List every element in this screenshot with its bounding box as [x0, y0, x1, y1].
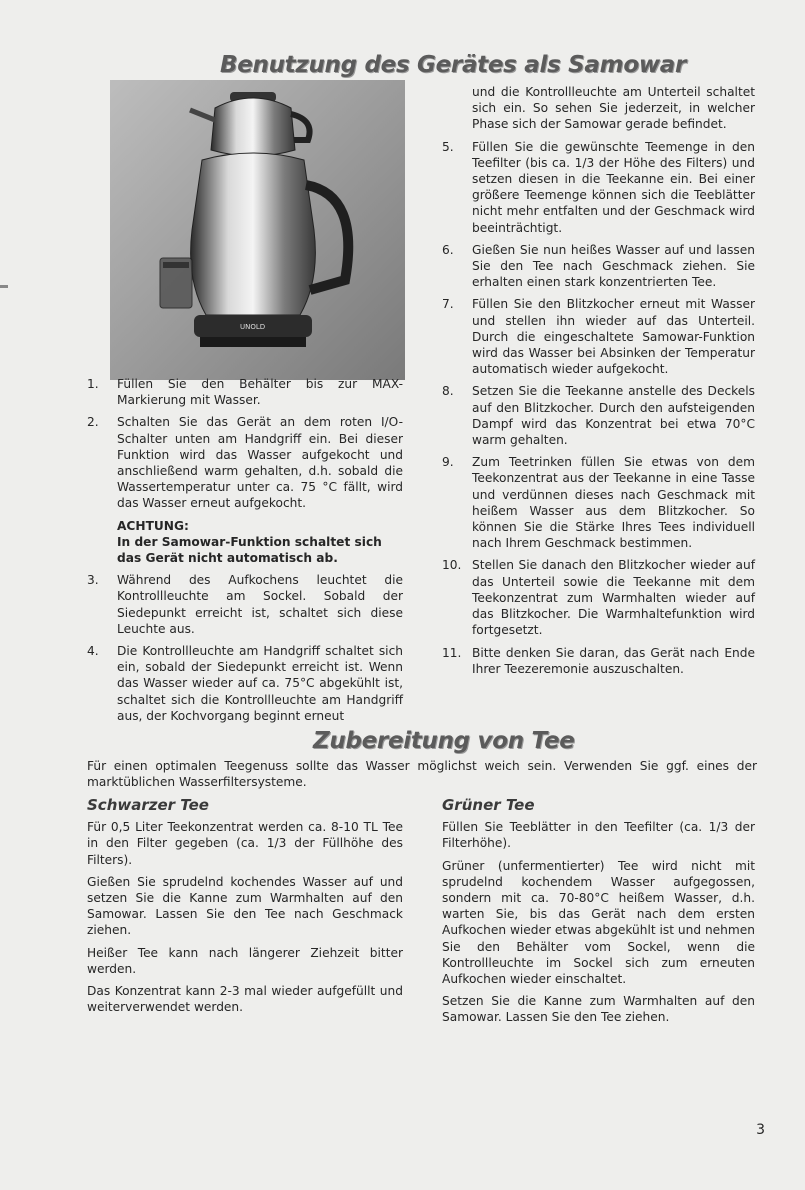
step-7: 7. Füllen Sie den Blitzkocher erneut mit Wasser und stellen ihn wieder auf das Unterteil. Durch die eingeschaltete Samowar-Funktion wird das Wasser bei Absinken der Temperatur automatisch wieder aufgekocht. [442, 297, 755, 377]
warning-label: ACHTUNG: [117, 518, 189, 533]
step-2: 2. Schalten Sie das Gerät an dem roten I/O-Schalter unten am Handgriff ein. Bei dieser Funktion wird das Wasser aufgekocht und anschließend warm gehalten, d.h. sobald die Wassertemperatur unter ca. 75 °C fällt, wird das Wasser erneut aufgekocht. [87, 415, 403, 511]
brand-logo: UNOLD [240, 323, 266, 331]
samowar-steps-right [442, 84, 755, 683]
step-1: 1. Füllen Sie den Behälter bis zur MAX-Markierung mit Wasser. [87, 377, 403, 408]
green-tea-section [442, 797, 755, 1032]
tea-intro: Für einen optimalen Teegenuss sollte das Wasser möglichst weich sein. Verwenden Sie ggf. eines der marktüblichen Wasserfiltersysteme. [87, 759, 757, 790]
section-heading-samowar: Benutzung des Gerätes als Samowar [220, 52, 687, 78]
green-tea-paragraph: Setzen Sie die Kanne zum Warmhalten auf den Samowar. Lassen Sie den Tee ziehen. [442, 994, 755, 1025]
samowar-photo [110, 80, 405, 380]
black-tea-paragraph: Gießen Sie sprudelnd kochendes Wasser auf und setzen Sie die Kanne zum Warmhalten auf den Samowar. Lassen Sie den Tee nach Geschmack ziehen. [87, 874, 403, 938]
step-9: 9. Zum Teetrinken füllen Sie etwas von dem Teekonzentrat aus der Teekanne in eine Tasse und verdünnen dieses nach Geschmack mit heißem Wasser aus dem Blitzkocher. So können Sie die Stärke Ihres Tees individuell nach Ihrem Geschmack bestimmen. [442, 455, 755, 551]
samowar-illustration [110, 80, 405, 380]
black-tea-title: Schwarzer Tee [87, 796, 209, 814]
step-5: 5. Füllen Sie die gewünschte Teemenge in den Teefilter (bis ca. 1/3 der Höhe des Filters) und setzen diesen in die Teekanne ein. Bei einer größere Teemenge können sich die Teeblätter nicht mehr entfalten und der Geschmack wird beeinträchtigt. [442, 139, 755, 235]
black-tea-paragraph: Das Konzentrat kann 2-3 mal wieder aufgefüllt und weiterverwendet werden. [87, 984, 403, 1015]
green-tea-paragraph: Grüner (unfermentierter) Tee wird nicht mit sprudelnd kochendem Wasser aufgegossen, sondern mit ca. 70-80°C heißem Wasser, d.h. warten Sie, bis das Gerät nach dem ersten Aufkochen wieder etwas abgekühlt ist und nehmen Sie den Behälter vom Sockel, wenn die Kontrollleuchte im Sockel sich zum erneuten Aufkochen wieder einschaltet. [442, 858, 755, 987]
samowar-steps-left [87, 376, 403, 730]
black-tea-paragraph: Heißer Tee kann nach längerer Ziehzeit bitter werden. [87, 945, 403, 976]
step-3: 3. Während des Aufkochens leuchtet die Kontrollleuchte am Sockel. Sobald der Siedepunkt erreicht ist, schaltet sich diese Leuchte aus. [87, 573, 403, 636]
step-8: 8. Setzen Sie die Teekanne anstelle des Deckels auf den Blitzkocher. Durch den aufsteigenden Dampf wird das Konzentrat bei etwa 70°C warm gehalten. [442, 384, 755, 448]
step-11: 11. Bitte denken Sie daran, das Gerät nach Ende Ihrer Teezeremonie auszuschalten. [442, 645, 755, 676]
page-edge-mark [0, 285, 8, 288]
page-number: 3 [756, 1122, 765, 1138]
step-4: 4. Die Kontrollleuchte am Handgriff schaltet sich ein, sobald der Siedepunkt erreicht ist. Wenn das Wasser wieder auf ca. 75°C abgekühlt ist, schaltet sich die Kontrollleuchte am Handgriff aus, der Kochvorgang beginnt erneut [87, 644, 403, 723]
black-tea-section [87, 797, 403, 1021]
green-tea-title: Grüner Tee [442, 796, 535, 814]
step-6: 6. Gießen Sie nun heißes Wasser auf und lassen Sie den Tee nach Geschmack ziehen. Sie erhalten einen stark konzentrierten Tee. [442, 242, 755, 290]
green-tea-paragraph: Füllen Sie Teeblätter in den Teefilter (ca. 1/3 der Filterhöhe). [442, 820, 755, 851]
step-10: 10. Stellen Sie danach den Blitzkocher wieder auf das Unterteil sowie die Teekanne mit dem Teekonzentrat zum Warmhalten wieder auf das Blitzkocher. Die Warmhaltefunktion wird fortgesetzt. [442, 558, 755, 638]
section-heading-tea: Zubereitung von Tee [313, 728, 575, 754]
warning-box [117, 518, 403, 567]
warning-text: In der Samowar-Funktion schaltet sich das Gerät nicht automatisch ab. [117, 534, 382, 566]
black-tea-paragraph: Für 0,5 Liter Teekonzentrat werden ca. 8-10 TL Tee in den Filter gegeben (ca. 1/3 der Füllhöhe des Filters). [87, 820, 403, 867]
step-4-continuation: und die Kontrollleuchte am Unterteil schaltet sich ein. So sehen Sie jederzeit, in welcher Phase sich der Samowar gerade befindet. [472, 85, 755, 132]
